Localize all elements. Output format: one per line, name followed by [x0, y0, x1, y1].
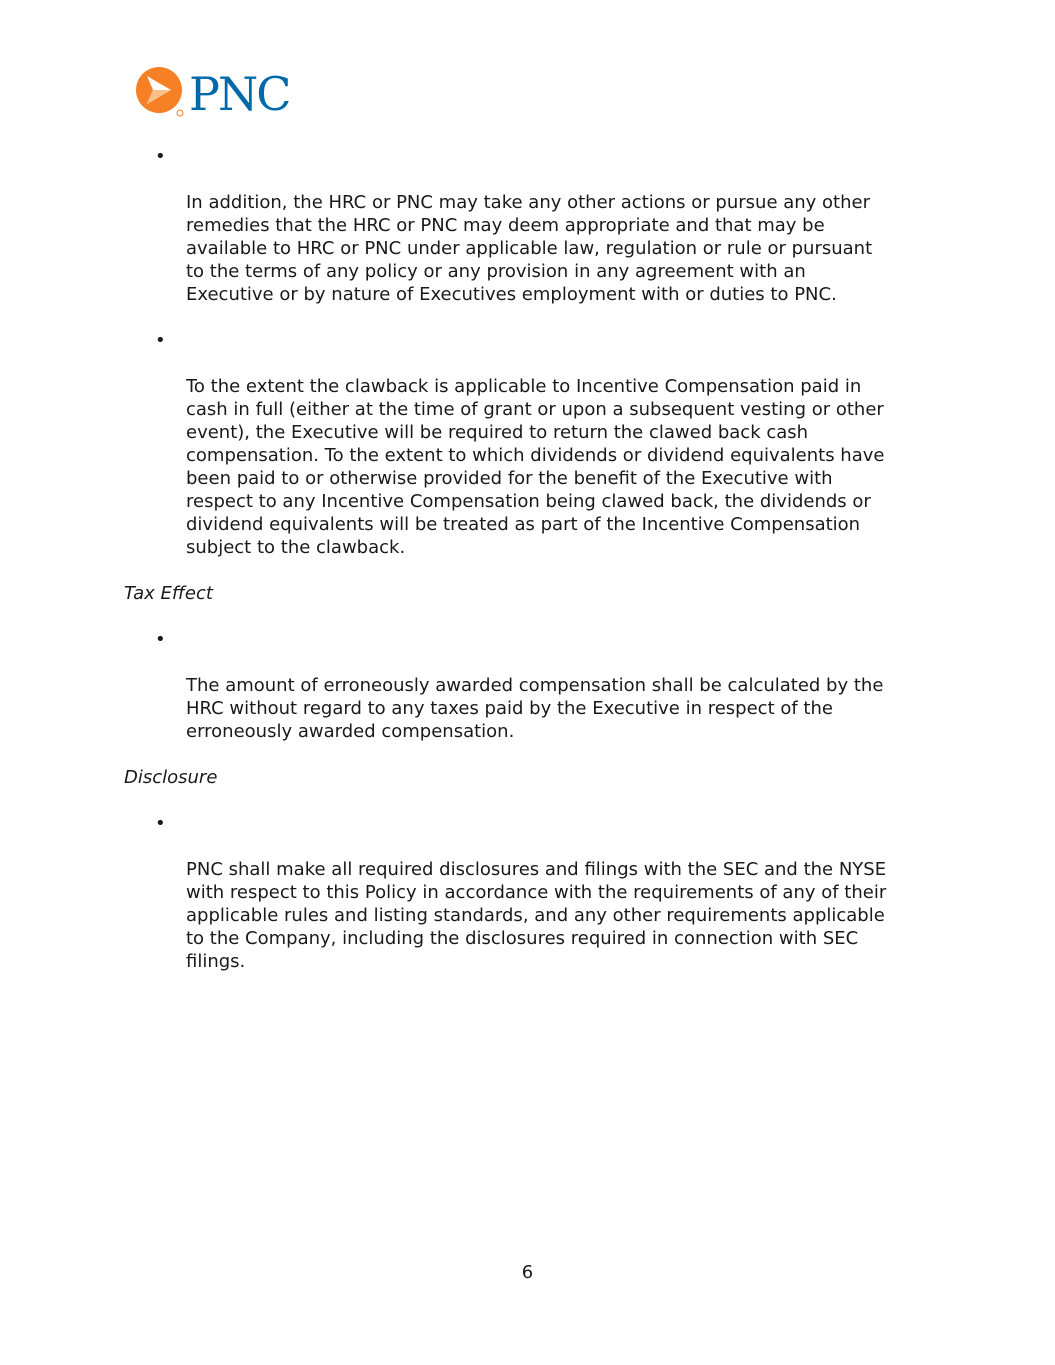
list-item	[124, 812, 944, 973]
pnc-logo	[133, 66, 313, 122]
section-heading: Disclosure	[124, 767, 218, 788]
list-item	[124, 329, 944, 559]
logo-wordmark: PNC	[189, 67, 290, 121]
bullet-text: The amount of erroneously awarded compensation shall be calculated by the HRC without regard to any taxes paid by the Executive in respect of the erroneously awarded compensation.	[186, 675, 884, 742]
bullet-icon: •	[155, 629, 166, 650]
section-heading: Tax Effect	[124, 583, 213, 604]
pnc-logo-icon	[133, 66, 313, 122]
list-item	[124, 628, 944, 743]
page-number: 6	[521, 1262, 534, 1283]
section-tax-effect	[124, 582, 944, 743]
document-body	[124, 145, 944, 996]
bullet-icon: •	[155, 146, 166, 167]
bullet-text: To the extent the clawback is applicable to Incentive Compensation paid in cash in full (either at the time of grant or upon a subsequent vesting or other event), the Executive will be required to return the clawed back cash compensation. To the extent to which dividends or dividend equivalents have been paid to or otherwise provided for the benefit of the Executive with respect to any Incentive Compensation being clawed back, the dividends or dividend equivalents will be treated as part of the Incentive Compensation subject to the clawback.	[186, 376, 885, 558]
bullet-icon: •	[155, 813, 166, 834]
bullet-text: In addition, the HRC or PNC may take any other actions or pursue any other remedies that the HRC or PNC may deem appropriate and that may be available to HRC or PNC under applicable law, regulation or rule or pursuant to the terms of any policy or any provision in any agreement with an Executive or by nature of Executives employment with or duties to PNC.	[186, 192, 873, 305]
section-disclosure	[124, 766, 944, 973]
bullet-icon: •	[155, 330, 166, 351]
section-remedies	[124, 145, 944, 559]
bullet-text: PNC shall make all required disclosures and filings with the SEC and the NYSE with respect to this Policy in accordance with the requirements of any of their applicable rules and listing standards, and any other requirements applicable to the Company, including the disclosures required in connection with SEC filings.	[186, 859, 887, 972]
list-item	[124, 145, 944, 306]
